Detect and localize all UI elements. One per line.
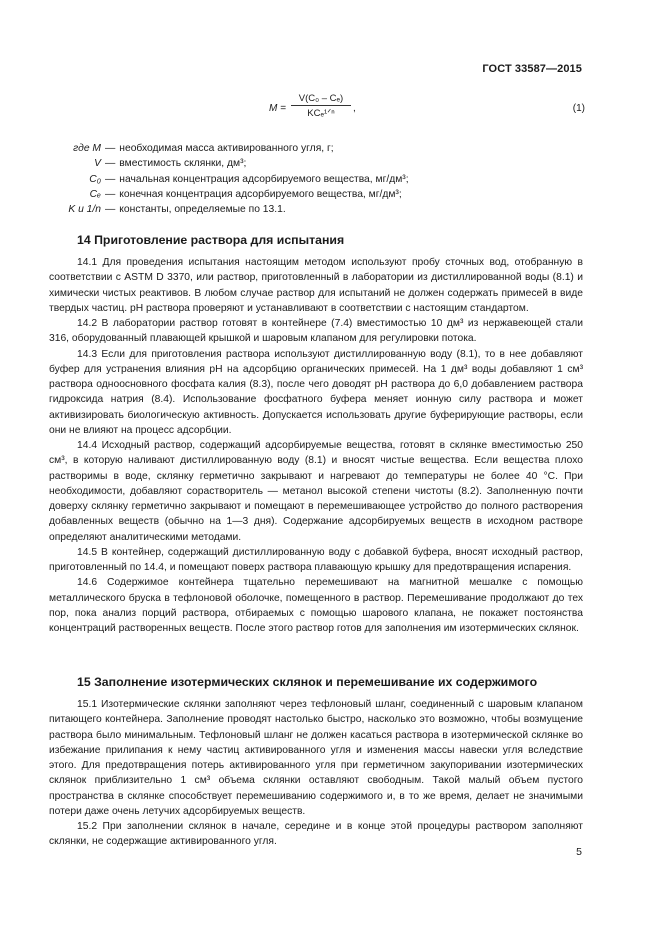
legend-row [49, 156, 409, 171]
paragraph-14-1: 14.1 Для проведения испытания настоящим методом используют пробу сточных вод, отобранную в соответствии с ASTM D 3370, или раствор, приготовленный в лаборатории из дистиллированной воды (8.1) и химически чистых реактивов. В любом случае раствор для испытаний не должен содержать примесей в виде твердых частиц. pH раствора проверяют и устанавливают в соответствии с настоящим стандартом. [49, 257, 583, 314]
legend-symbol: K и 1/n [68, 204, 101, 216]
formula-legend [49, 141, 409, 217]
legend-dash: — [105, 188, 116, 200]
section-14-body [49, 255, 583, 636]
formula-fraction [291, 93, 351, 119]
legend-dash: — [105, 158, 116, 170]
section-14-title: 14 Приготовление раствора для испытания [77, 233, 345, 247]
legend-text: необходимая масса активированного угля, г; [119, 143, 334, 154]
paragraph-15-2: 15.2 При заполнении склянок в начале, середине и в конце этой процедуры раствором заполняют склянки, не содержащие активированного угля. [49, 821, 583, 848]
legend-row [49, 202, 409, 217]
legend-text: константы, определяемые по 13.1. [119, 204, 286, 216]
legend-dash: — [105, 173, 116, 185]
formula-denominator: KCₑ¹ᐟⁿ [307, 108, 335, 119]
legend-symbol: где M [73, 143, 101, 154]
formula-numerator: V(C₀ – Cₑ) [291, 93, 351, 106]
legend-symbol: V [94, 158, 101, 170]
formula-comma: , [353, 103, 356, 114]
paragraph-14-3: 14.3 Если для приготовления раствора используют дистиллированную воду (8.1), то в нее добавляют буфер для устранения влияния pH на адсорбцию органических примесей. На 1 дм³ воды добавляют 1 см³ раствора одноосновного фосфата калия (8.3), после чего доводят pH раствора до 6,0 добавлением раствора гидроксида натрия (8.4). Использование фосфатного буфера меняет ионную силу раствора и может активизировать биологическую активность. Допускается использовать другие буферирующие растворы, если они не влияют на процесс адсорбции. [49, 348, 583, 436]
paragraph-14-5: 14.5 В контейнер, содержащий дистиллированную воду с добавкой буфера, вносят исходный раствор, приготовленный по 14.4, и помещают поверх раствора плавающую крышку для предотвращения испарения. [49, 546, 583, 573]
section-15-body [49, 697, 583, 850]
legend-row [49, 187, 409, 202]
formula-number: (1) [572, 103, 585, 114]
paragraph-15-1: 15.1 Изотермические склянки заполняют через тефлоновый шланг, соединенный с шаровым клапаном питающего контейнера. Заполнение проводят настолько быстро, насколько это возможно, чтобы возмущение раствора было минимальным. Тефлоновый шланг не должен касаться раствора в изотермической склянке во избежание прилипания к нему частиц активированного угля и изменения массы навески угля вследствие этого. Для предотвращения потерь активированного угля при герметичном закупоривании изотермических склянок приблизительно 1 см³ объема склянки оставляют свободным. Такой малый объем пустого пространства в склянке способствует перемешиванию содержимого и, в то же время, делает не значимыми потери даже очень летучих адсорбируемых веществ. [49, 699, 583, 817]
legend-text: вместимость склянки, дм³; [119, 158, 247, 170]
formula-block [269, 93, 589, 129]
paragraph-14-2: 14.2 В лаборатории раствор готовят в контейнере (7.4) вместимостью 10 дм³ из нержавеющей стали 316, оборудованный плавающей крышкой и шаровым клапаном для регулировки потока. [49, 318, 583, 345]
standard-code-header: ГОСТ 33587—2015 [482, 63, 582, 75]
paragraph-14-4: 14.4 Исходный раствор, содержащий адсорбируемые вещества, готовят в склянке вместимостью 250 см³, в которую наливают дистиллированную воду (8.1) и вносят чистые вещества. Если вещества плохо растворимы в воде, склянку герметично закрывают и нагревают до температуры не более 40 °C. При необходимости, добавляют сорастворитель — метанол высокой степени чистоты (8.2). Заполненную почти доверху склянку герметично закрывают и помещают в перемешивающее устройство до полного растворения добавленных веществ (обычно на 1—3 дня). Содержание адсорбируемых веществ в исходном растворе определяют аналитическими методами. [49, 440, 583, 543]
legend-text: начальная концентрация адсорбируемого вещества, мг/дм³; [119, 173, 409, 185]
legend-row [49, 141, 409, 156]
section-15-title: 15 Заполнение изотермических склянок и перемешивание их содержимого [77, 675, 538, 689]
formula-lhs: M = [269, 103, 286, 114]
legend-dash: — [105, 204, 116, 216]
legend-dash: — [105, 143, 116, 154]
legend-symbol: Cₑ [89, 188, 101, 200]
legend-row [49, 172, 409, 187]
paragraph-14-6: 14.6 Содержимое контейнера тщательно перемешивают на магнитной мешалке с помощью металлического бруска в тефлоновой оболочке, помещенного в раствор. Перемешивание продолжают до тех пор, пока анализ порций раствора, отбираемых с помощью шарового клапана, не покажет постоянства концентраций растворенных веществ. После этого раствор готов для заполнения им изотермических склянок. [49, 577, 583, 634]
page-number: 5 [576, 846, 582, 858]
legend-text: конечная концентрация адсорбируемого вещества, мг/дм³; [119, 188, 402, 200]
legend-symbol: C₀ [89, 173, 101, 185]
